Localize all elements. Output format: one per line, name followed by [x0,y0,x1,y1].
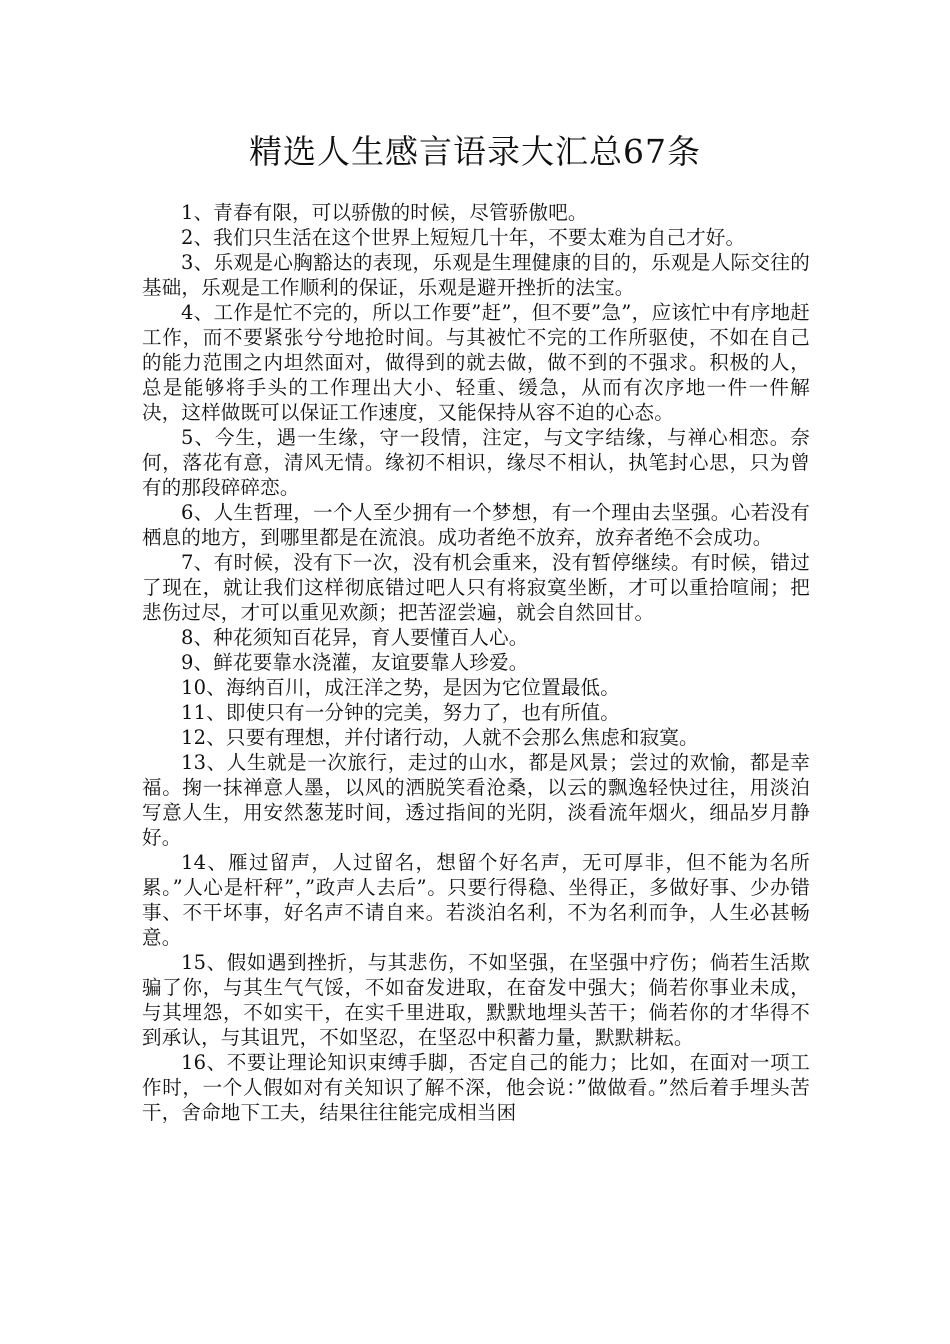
quote-paragraph-1: 1、青春有限，可以骄傲的时候，尽管骄傲吧。 [181,201,588,224]
quote-paragraph-6: 6、人生哲理，一个人至少拥有一个梦想，有一个理由去坚强。心若没有栖息的地方，到哪里都是在流浪。成功者绝不放弃，放弃者绝不会成功。 [142,501,810,549]
quote-paragraph-7: 7、有时候，没有下一次，没有机会重来，没有暂停继续。有时候，错过了现在，就让我们这样彻底错过吧人只有将寂寞坐断，才可以重拾喧闹；把悲伤过尽，才可以重见欢颜；把苦涩尝遍，就会自然回甘。 [142,551,810,624]
quote-paragraph-15: 15、假如遇到挫折，与其悲伤，不如坚强，在坚强中疗伤；倘若生活欺骗了你，与其生气气馁，不如奋发进取，在奋发中强大；倘若你事业未成，与其埋怨，不如实干，在实千里进取，默默地埋头苦干；倘若你的才华得不到承认，与其诅咒，不如坚忍，在坚忍中积蓄力量，默默耕耘。 [142,951,810,1049]
quote-paragraph-2: 2、我们只生活在这个世界上短短几十年，不要太难为自己才好。 [181,226,746,249]
quote-paragraph-13: 13、人生就是一次旅行，走过的山水，都是风景；尝过的欢愉，都是幸福。掬一抹禅意人墨，以风的洒脱笑看沧桑，以云的飘逸轻快过往，用淡泊写意人生，用安然葱茏时间，透过指间的光阴，淡看流年烟火，细品岁月静好。 [142,751,810,849]
quote-paragraph-3: 3、乐观是心胸豁达的表现，乐观是生理健康的目的，乐观是人际交往的基础，乐观是工作顺利的保证，乐观是避开挫折的法宝。 [142,251,810,299]
quote-paragraph-8: 8、种花须知百花异，育人要懂百人心。 [181,626,529,649]
quote-paragraph-14: 14、雁过留声，人过留名，想留个好名声，无可厚非，但不能为名所累。”人心是杆秤”，”政声人去后”。只要行得稳、坐得正，多做好事、少办错事、不干坏事，好名声不请自来。若淡泊名利，不为名利而争，人生必甚畅意。 [142,851,810,949]
quote-paragraph-4: 4、工作是忙不完的，所以工作要”赶”，但不要”急”，应该忙中有序地赶工作，而不要紧张兮兮地抢时间。与其被忙不完的工作所驱使，不如在自己的能力范围之内坦然面对，做得到的就去做，做不到的不强求。积极的人，总是能够将手头的工作理出大小、轻重、缓急，从而有次序地一件一件解决，这样做既可以保证工作速度，又能保持从容不迫的心态。 [142,301,810,424]
document-body [142,200,810,1125]
document-title: 精选人生感言语录大汇总67条 [249,132,701,171]
quote-paragraph-11: 11、即使只有一分钟的完美，努力了，也有所值。 [181,701,620,724]
quote-paragraph-16: 16、不要让理论知识束缚手脚，否定自己的能力；比如，在面对一项工作时，一个人假如对有关知识了解不深，他会说：”做做看。”然后着手埋头苦干，舍命地下工夫，结果往往能完成相当困 [142,1051,810,1124]
quote-paragraph-9: 9、鲜花要靠水浇灌，友谊要靠人珍爱。 [181,651,529,674]
quote-paragraph-12: 12、只要有理想，并付诸行动，人就不会那么焦虑和寂寞。 [181,726,699,749]
quote-paragraph-5: 5、今生，遇一生缘，守一段情，注定，与文字结缘，与禅心相恋。奈何，落花有意，清风无情。缘初不相识，缘尽不相认，执笔封心思，只为曾有的那段碎碎恋。 [142,426,810,499]
quote-paragraph-10: 10、海纳百川，成汪洋之势，是因为它位置最低。 [181,676,620,699]
